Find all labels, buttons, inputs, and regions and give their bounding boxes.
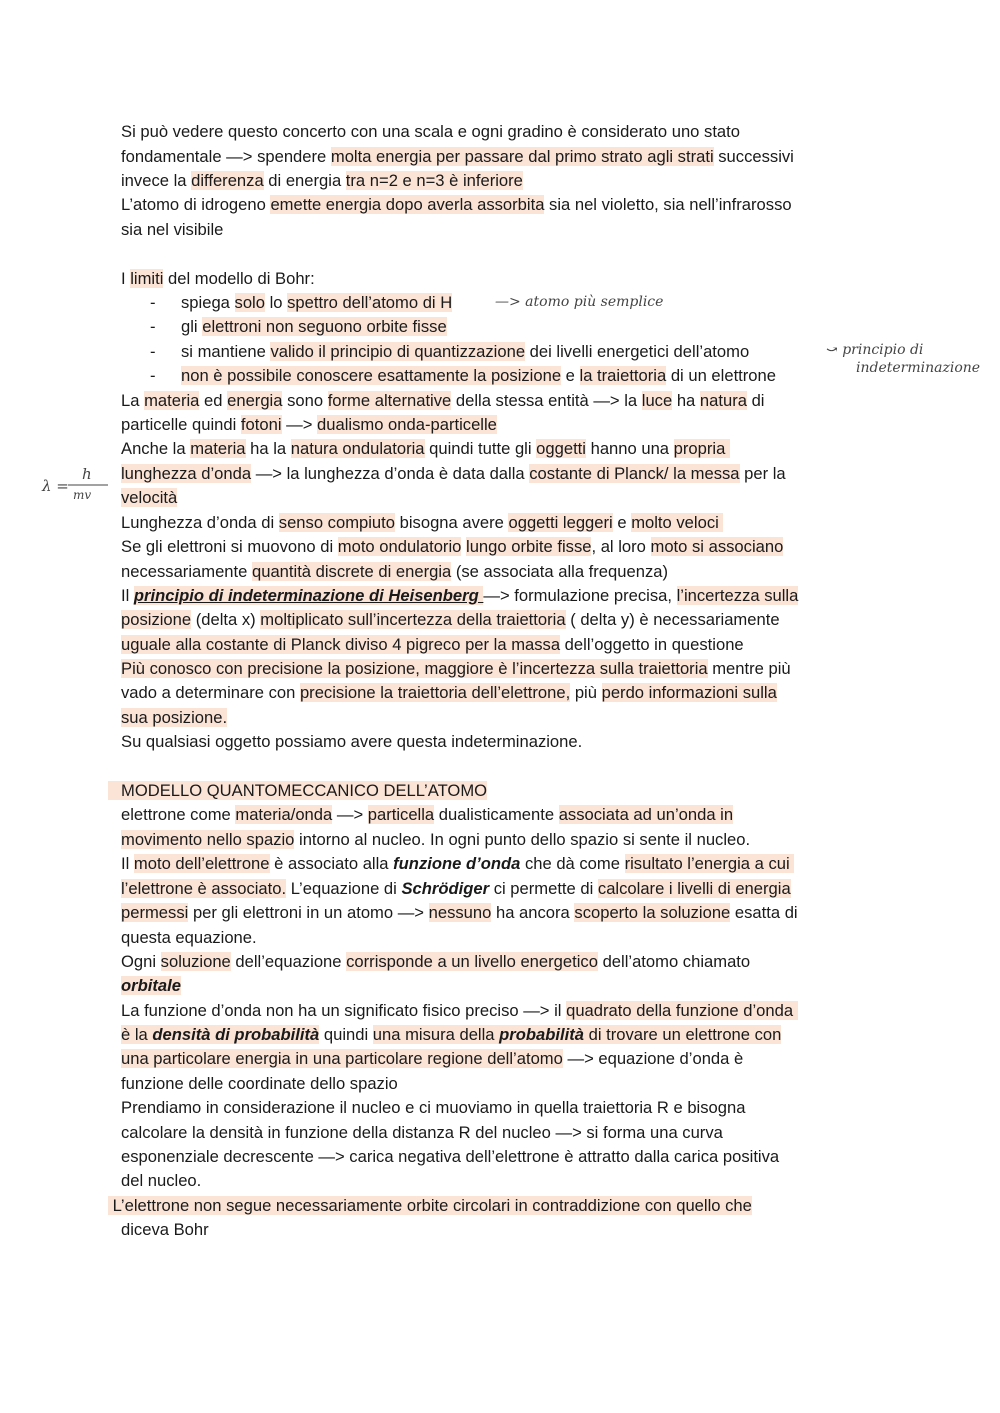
bullet-item: spiega solo lo spettro dell’atomo di H bbox=[181, 293, 453, 312]
text-line: una particolare energia in una particolare regione dell’atomo —> equazione d’onda è bbox=[121, 1049, 744, 1068]
formula-numerator: h bbox=[82, 465, 92, 483]
bullet-item: si mantiene valido il principio di quantizzazione dei livelli energetici dell’atomo bbox=[181, 342, 750, 361]
text-line: La materia ed energia sono forme alternative della stessa entità —> la luce ha natura di bbox=[121, 391, 765, 410]
text-line: I limiti del modello di Bohr: bbox=[121, 269, 315, 288]
text-line: Ogni soluzione dell’equazione corrisponde a un livello energetico dell’atomo chiamato bbox=[121, 952, 751, 971]
text-line: L’elettrone non segue necessariamente orbite circolari in contraddizione con quello che bbox=[108, 1196, 752, 1215]
text-line: è la densità di probabilità quindi una misura della probabilità di trovare un elettrone con bbox=[121, 1025, 782, 1044]
text-line: sua posizione. bbox=[121, 708, 228, 727]
text-line: movimento nello spazio intorno al nucleo. In ogni punto dello spazio si sente il nucleo. bbox=[121, 830, 751, 849]
text-line: velocità bbox=[121, 488, 178, 507]
text-line: elettrone come materia/onda —> particella dualisticamente associata ad un’onda in bbox=[121, 805, 734, 824]
text-line: Su qualsiasi oggetto possiamo avere questa indeterminazione. bbox=[121, 732, 583, 751]
text-line: diceva Bohr bbox=[121, 1220, 209, 1239]
handwritten-note: ⤻ principio di bbox=[826, 342, 924, 358]
handwritten-note: indeterminazione bbox=[856, 360, 981, 376]
bullet-item: gli elettroni non seguono orbite fisse bbox=[181, 317, 447, 336]
text-line: questa equazione. bbox=[121, 928, 257, 947]
formula-lhs: λ = bbox=[42, 477, 69, 495]
text-line: vado a determinare con precisione la traiettoria dell’elettrone, più perdo informazioni sulla bbox=[121, 683, 777, 702]
text-line: La funzione d’onda non ha un significato fisico preciso —> il quadrato della funzione d’onda bbox=[121, 1001, 798, 1020]
text-line: Più conosco con precisione la posizione, maggiore è l’incertezza sulla traiettoria mentre più bbox=[121, 659, 791, 678]
text-line: Si può vedere questo concerto con una scala e ogni gradino è considerato uno stato bbox=[121, 122, 741, 141]
text-line: permessi per gli elettroni in un atomo —> nessuno ha ancora scoperto la soluzione esatta di bbox=[121, 903, 798, 922]
text-line: Il principio di indeterminazione di Heisenberg —> formulazione precisa, l’incertezza sulla bbox=[121, 586, 799, 605]
text-line: Anche la materia ha la natura ondulatoria quindi tutte gli oggetti hanno una propria bbox=[121, 439, 730, 458]
text-line: invece la differenza di energia tra n=2 e n=3 è inferiore bbox=[121, 171, 523, 190]
bullet-dash: - bbox=[150, 366, 156, 385]
formula-denominator: mv bbox=[73, 488, 92, 502]
text-line: l’elettrone è associato. L’equazione di Schrödiger ci permette di calcolare i livelli di energia bbox=[121, 879, 791, 898]
text-line: uguale alla costante di Planck diviso 4 pigreco per la massa dell’oggetto in questione bbox=[121, 635, 744, 654]
text-line: Il moto dell’elettrone è associato alla funzione d’onda che dà come risultato l’energia a cui bbox=[121, 854, 795, 873]
bullet-dash: - bbox=[150, 317, 156, 336]
text-line: calcolare la densità in funzione della distanza R del nucleo —> si forma una curva bbox=[121, 1123, 723, 1142]
text-line: del nucleo. bbox=[121, 1171, 202, 1190]
section-heading: MODELLO QUANTOMECCANICO DELL’ATOMO bbox=[108, 779, 487, 803]
text-line: lunghezza d’onda —> la lunghezza d’onda è data dalla costante di Planck/ la messa per la bbox=[121, 464, 786, 483]
bullet-dash: - bbox=[150, 342, 156, 361]
text-line: necessariamente quantità discrete di energia (se associata alla frequenza) bbox=[121, 562, 669, 581]
bullet-dash: - bbox=[150, 293, 156, 312]
handwritten-formula bbox=[40, 460, 120, 505]
handwritten-note: —> atomo più semplice bbox=[495, 294, 664, 310]
text-line: funzione delle coordinate dello spazio bbox=[121, 1074, 398, 1093]
text-line: posizione (delta x) moltiplicato sull’incertezza della traiettoria ( delta y) è necessariamente bbox=[121, 610, 780, 629]
text-line: Prendiamo in considerazione il nucleo e ci muoviamo in quella traiettoria R e bisogna bbox=[121, 1098, 746, 1117]
text-line: particelle quindi fotoni —> dualismo onda-particelle bbox=[121, 415, 497, 434]
text-line: sia nel visibile bbox=[121, 220, 224, 239]
text-line: orbitale bbox=[121, 976, 181, 995]
text-line: Lunghezza d’onda di senso compiuto bisogna avere oggetti leggeri e molto veloci bbox=[121, 513, 724, 532]
text-line: esponenziale decrescente —> carica negativa dell’elettrone è attratto dalla carica positiva bbox=[121, 1147, 780, 1166]
text-line: L’atomo di idrogeno emette energia dopo averla assorbita sia nel violetto, sia nell’infrarosso bbox=[121, 195, 792, 214]
text-line: Se gli elettroni si muovono di moto ondulatorio lungo orbite fisse, al loro moto si associano bbox=[121, 537, 784, 556]
bullet-item: non è possibile conoscere esattamente la posizione e la traiettoria di un elettrone bbox=[181, 366, 776, 385]
text-line: fondamentale —> spendere molta energia per passare dal primo strato agli strati successivi bbox=[121, 147, 794, 166]
